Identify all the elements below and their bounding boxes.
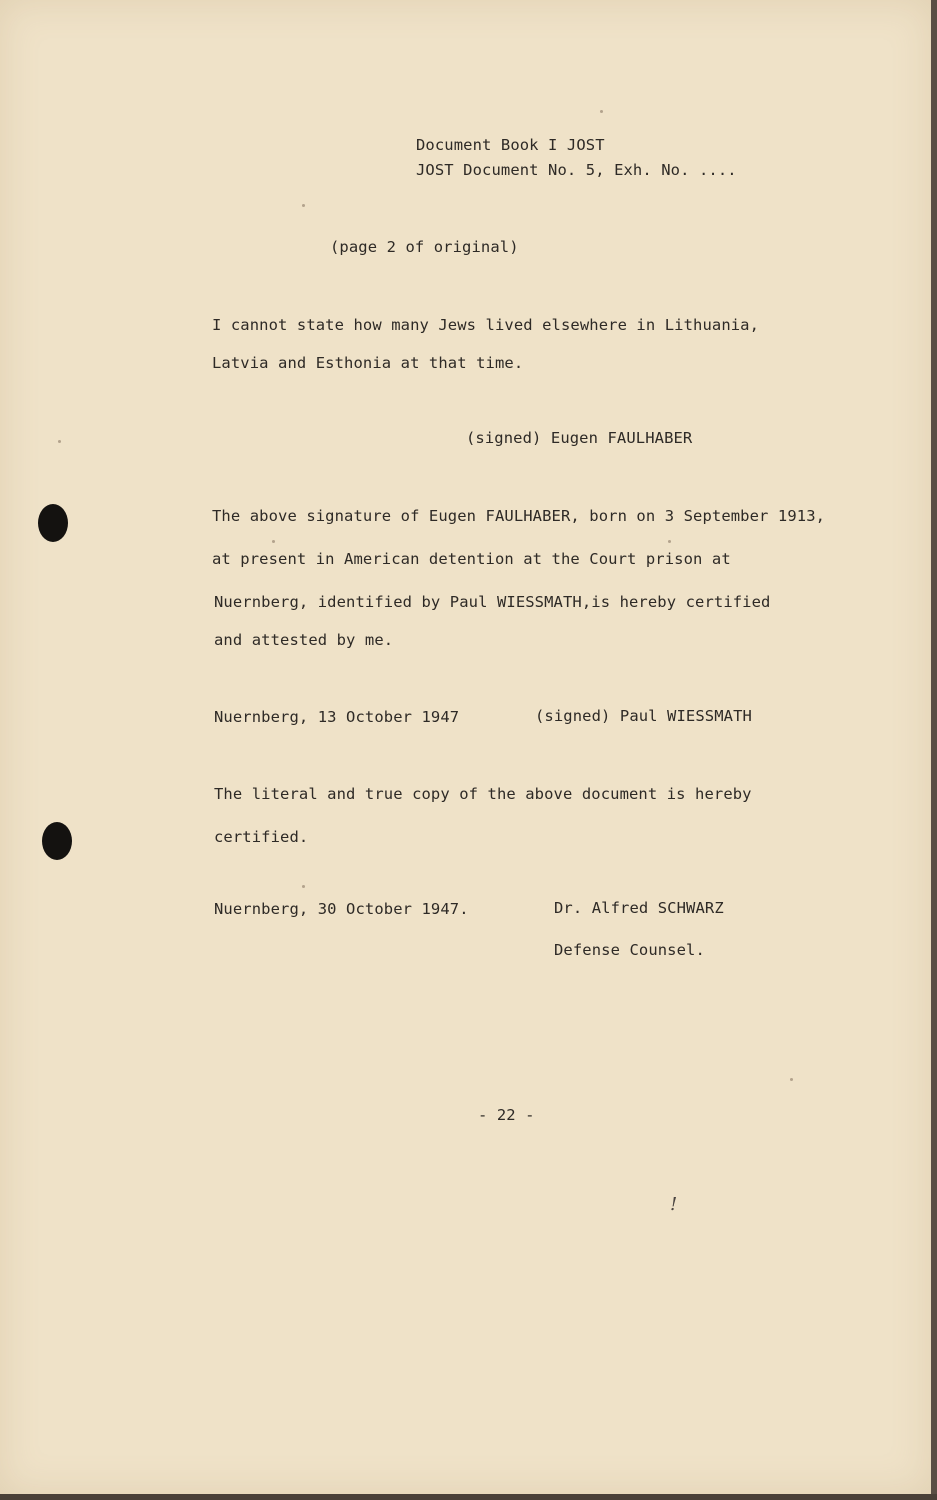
paper-speck — [668, 540, 671, 543]
signature-wiessmath: (signed) Paul WIESSMATH — [535, 707, 752, 725]
paper-speck — [272, 540, 275, 543]
paper-speck — [600, 110, 603, 113]
scan-edge-bottom — [0, 1494, 937, 1500]
signature-faulhaber: (signed) Eugen FAULHABER — [466, 429, 693, 447]
scan-edge-right — [931, 0, 937, 1500]
paper-speck — [302, 885, 305, 888]
statement-line: Latvia and Esthonia at that time. — [212, 354, 524, 372]
statement-line: I cannot state how many Jews lived elsewhere in Lithuania, — [212, 316, 760, 334]
copy-certification-line: The literal and true copy of the above document is hereby — [214, 785, 752, 803]
margin-mark: ! — [670, 1194, 678, 1215]
paper-speck — [302, 204, 305, 207]
punch-hole-top — [38, 504, 68, 542]
certification-line: at present in American detention at the Court prison at — [212, 550, 731, 568]
page-number: - 22 - — [478, 1106, 535, 1124]
paper-speck — [58, 440, 61, 443]
punch-hole-bottom — [42, 822, 72, 860]
counsel-name: Dr. Alfred SCHWARZ — [554, 899, 724, 917]
page-note: (page 2 of original) — [330, 238, 519, 256]
certification-line: and attested by me. — [214, 631, 394, 649]
header-document-book: Document Book I JOST — [416, 136, 605, 154]
attest-place-date: Nuernberg, 13 October 1947 — [214, 708, 460, 726]
copy-certification-line: certified. — [214, 828, 309, 846]
certification-line: Nuernberg, identified by Paul WIESSMATH,is hereby certified — [214, 593, 771, 611]
paper-speck — [790, 1078, 793, 1081]
counsel-title: Defense Counsel. — [554, 941, 705, 959]
header-document-number: JOST Document No. 5, Exh. No. .... — [416, 161, 737, 179]
closing-place-date: Nuernberg, 30 October 1947. — [214, 900, 469, 918]
certification-line: The above signature of Eugen FAULHABER, born on 3 September 1913, — [212, 507, 826, 525]
